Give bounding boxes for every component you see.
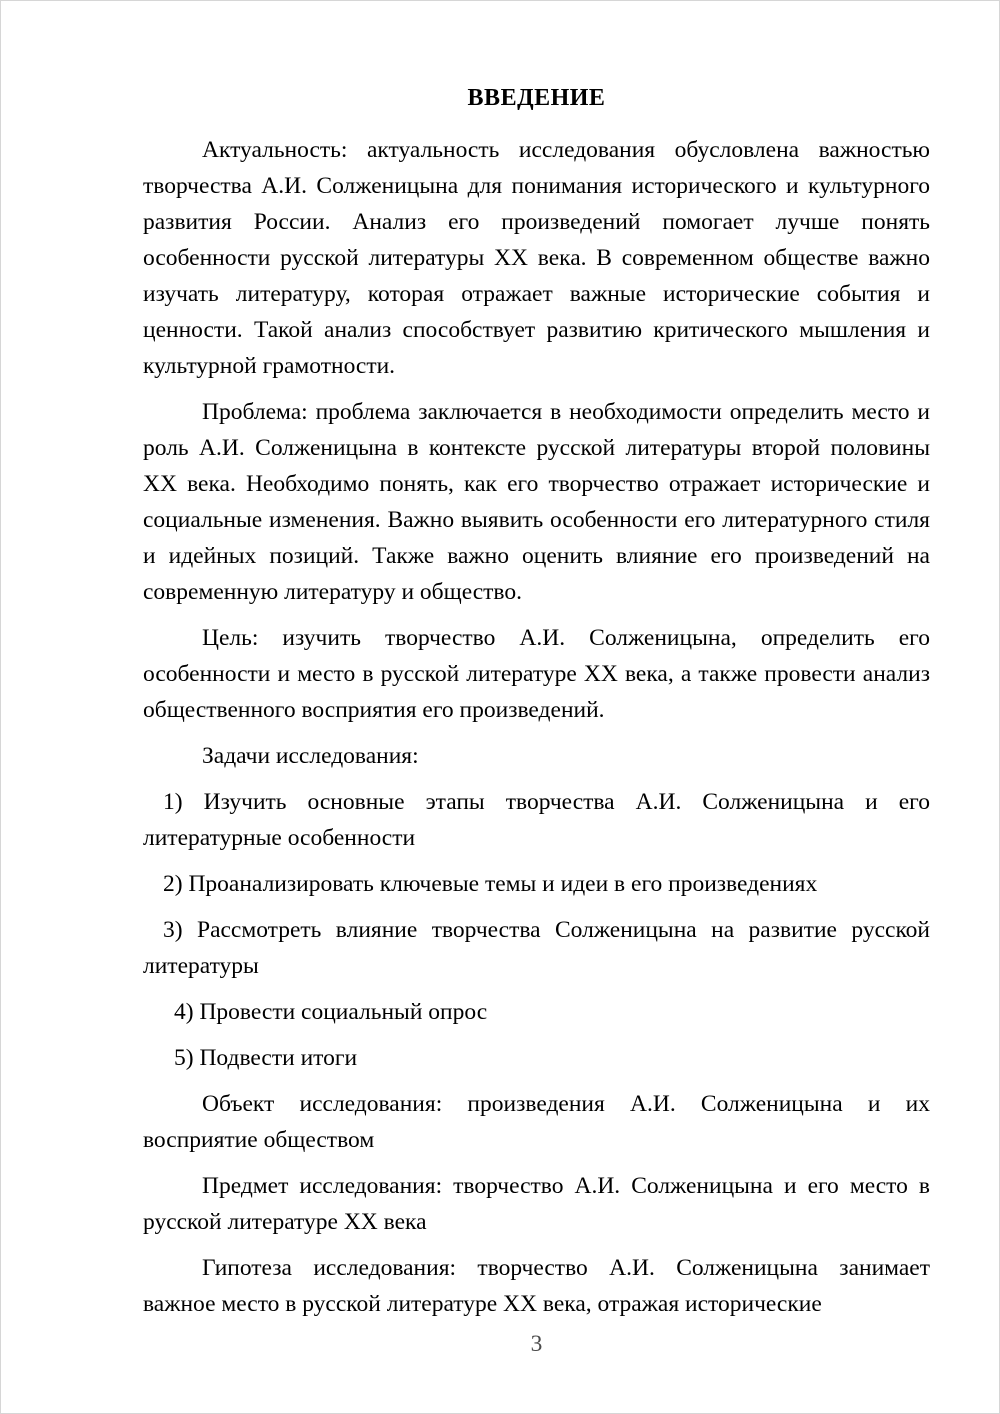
task-item-3: 3) Рассмотреть влияние творчества Солженицына на развитие русской литературы — [143, 917, 930, 979]
section-title: ВВЕДЕНИЕ — [467, 85, 606, 111]
task-item-4: 4) Провести социальный опрос — [174, 999, 488, 1025]
paragraph-gipoteza: Гипотеза исследования: творчество А.И. Солженицына занимает важное место в русской литературе XX века, отражая исторические — [143, 1255, 930, 1317]
task-item-2: 2) Проанализировать ключевые темы и идеи в его произведениях — [163, 871, 818, 897]
task-item-5: 5) Подвести итоги — [174, 1045, 358, 1071]
page-number: 3 — [530, 1331, 543, 1357]
paragraph-problema: Проблема: проблема заключается в необходимости определить место и роль А.И. Солженицына в контексте русской литературы второй половины XX века. Необходимо понять, как его творчество отражает исторические и социальные изменения. Важно выявить особенности его литературного стиля и идейных позиций. Также важно оценить влияние его произведений на современную литературу и общество. — [143, 399, 930, 605]
task-item-1: 1) Изучить основные этапы творчества А.И. Солженицына и его литературные особенности — [143, 789, 930, 851]
paragraph-tsel: Цель: изучить творчество А.И. Солженицына, определить его особенности и место в русской литературе XX века, а также провести анализ общественного восприятия его произведений. — [143, 625, 930, 723]
paragraph-zadachi-heading: Задачи исследования: — [202, 743, 419, 769]
paragraph-aktualnost: Актуальность: актуальность исследования обусловлена важностью творчества А.И. Солженицына для понимания исторического и культурного развития России. Анализ его произведений помогает лучше понять особенности русской литературы XX века. В современном обществе важно изучать литературу, которая отражает важные исторические события и ценности. Такой анализ способствует развитию критического мышления и культурной грамотности. — [143, 137, 930, 379]
paragraph-predmet: Предмет исследования: творчество А.И. Солженицына и его место в русской литературе XX века — [143, 1173, 930, 1235]
paragraph-obekt: Объект исследования: произведения А.И. Солженицына и их восприятие обществом — [143, 1091, 930, 1153]
